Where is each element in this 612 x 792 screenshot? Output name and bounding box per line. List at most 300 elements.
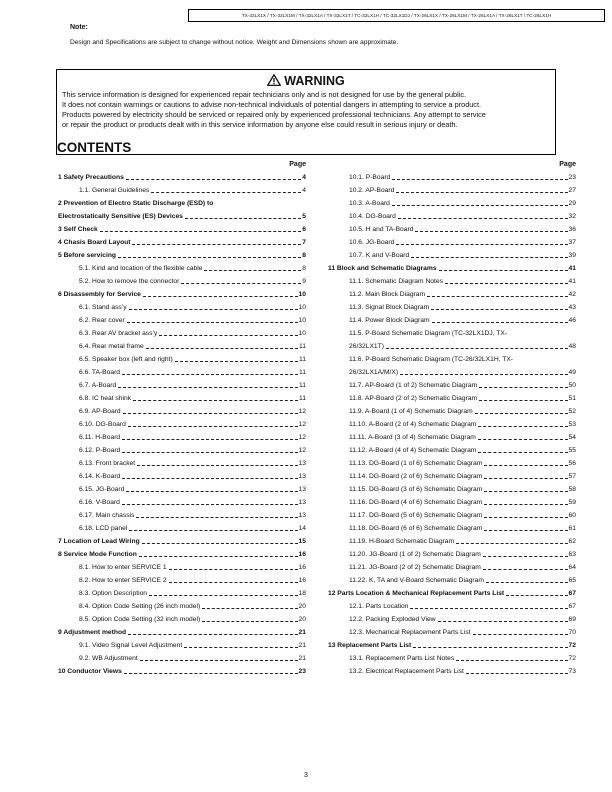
warning-title	[57, 73, 555, 89]
toc-entry-page: 11	[299, 395, 306, 402]
toc-entry-title: 6.4. Rear metal frame	[79, 343, 144, 350]
toc-entry-page: 13	[298, 512, 306, 519]
toc-leader	[392, 205, 568, 206]
toc-entry-title: 6.6. TA-Board	[79, 369, 121, 376]
toc-entry[interactable]	[328, 574, 576, 587]
toc-leader	[484, 530, 567, 531]
toc-entry-title: 11.8. AP-Board (2 of 2) Schematic Diagram	[349, 395, 478, 402]
toc-leader	[506, 595, 567, 596]
toc-entry-title: 11.20. JG-Board (1 of 2) Schematic Diagram	[349, 551, 481, 558]
toc-entry-page: 10	[298, 304, 306, 311]
toc-entry-title: 10.4. DG-Board	[349, 213, 396, 220]
toc-entry-title: 6.3. Rear AV bracket ass’y	[79, 330, 158, 337]
toc-entry-title: 3 Self Check	[58, 226, 98, 233]
toc-entry[interactable]	[58, 652, 306, 665]
toc-entry[interactable]	[58, 366, 306, 379]
page-column-header: Page	[559, 161, 576, 168]
toc-entry-title: 11.1. Schematic Diagram Notes	[349, 278, 443, 285]
note-label: Note:	[70, 24, 88, 31]
toc-entry-page: 69	[568, 616, 576, 623]
toc-entry-page: 29	[568, 200, 576, 207]
toc-entry[interactable]	[58, 574, 306, 587]
toc-leader	[143, 296, 298, 297]
toc-entry-page: 73	[568, 668, 576, 675]
toc-entry-page: 23	[568, 174, 576, 181]
toc-leader	[413, 647, 567, 648]
toc-entry[interactable]	[58, 561, 306, 574]
toc-leader	[396, 244, 567, 245]
toc-leader	[478, 426, 567, 427]
toc-leader	[129, 530, 297, 531]
toc-leader	[466, 673, 568, 674]
toc-entry-title: 6.17. Main chassis	[79, 512, 135, 519]
toc-entry-page: 13	[298, 460, 306, 467]
toc-entry-page: 64	[568, 564, 576, 571]
toc-entry-page: 18	[298, 590, 306, 597]
toc-entry[interactable]	[58, 483, 306, 496]
toc-leader	[118, 387, 298, 388]
toc-entry-page: 7	[302, 239, 306, 246]
toc-leader	[478, 452, 567, 453]
toc-entry[interactable]	[58, 587, 306, 600]
toc-entry-title: 11.17. DG-Board (5 of 6) Schematic Diagram	[349, 512, 483, 519]
toc-entry[interactable]	[328, 587, 576, 600]
toc-entry-page: 49	[568, 369, 576, 376]
toc-entry-page: 10	[298, 317, 306, 324]
toc-entry[interactable]	[328, 639, 576, 652]
toc-leader	[483, 556, 568, 557]
toc-entry-page: 13	[298, 499, 306, 506]
warning-line: Products powered by electricity should be serviced or repaired only by experienced professional technicians. Any attempt to service	[62, 110, 486, 119]
toc-leader	[118, 257, 301, 258]
toc-entry-page: 72	[568, 655, 576, 662]
toc-entry-page: 36	[568, 226, 576, 233]
toc-entry[interactable]	[328, 509, 576, 522]
toc-entry[interactable]	[58, 470, 306, 483]
toc-entry-page: 72	[568, 642, 576, 649]
toc-entry-title: 26/32LX1A/M/X)	[349, 369, 399, 376]
toc-entry[interactable]	[58, 405, 306, 418]
toc-entry-page: 58	[568, 486, 576, 493]
toc-entry-title: 6.2. Rear cover	[79, 317, 125, 324]
toc-leader	[479, 387, 567, 388]
toc-entry-title: 8.4. Option Code Setting (26 inch model)	[79, 603, 201, 610]
toc-entry[interactable]	[328, 522, 576, 535]
toc-leader	[400, 374, 567, 375]
toc-leader	[128, 634, 297, 635]
note-text: Design and Specifications are subject to change without notice. Weight and Dimensions shown are approximate.	[70, 39, 399, 46]
toc-entry[interactable]	[328, 496, 576, 509]
toc-leader	[126, 179, 301, 180]
toc-leader	[427, 296, 567, 297]
toc-entry-title: 8 Service Mode Function	[58, 551, 137, 558]
toc-entry[interactable]	[58, 431, 306, 444]
toc-entry[interactable]	[58, 548, 306, 561]
toc-entry[interactable]	[58, 184, 306, 197]
toc-leader	[122, 478, 297, 479]
toc-entry-page: 20	[298, 603, 306, 610]
toc-entry[interactable]	[58, 275, 306, 288]
toc-leader	[122, 504, 298, 505]
toc-leader	[142, 543, 298, 544]
toc-entry[interactable]	[328, 444, 576, 457]
toc-entry[interactable]	[328, 483, 576, 496]
toc-leader	[151, 192, 301, 193]
toc-leader	[159, 335, 297, 336]
toc-entry[interactable]	[328, 548, 576, 561]
toc-leader	[478, 439, 568, 440]
toc-entry[interactable]	[328, 223, 576, 236]
toc-entry[interactable]	[328, 262, 576, 275]
toc-entry[interactable]	[58, 171, 306, 184]
toc-entry-page: 41	[568, 278, 576, 285]
toc-entry-page: 12	[298, 447, 306, 454]
toc-entry[interactable]	[328, 197, 576, 210]
toc-entry[interactable]	[328, 301, 576, 314]
toc-entry[interactable]	[58, 340, 306, 353]
model-list-header: TX-32LX1X / TX-32LX1M / TX-32LX1A / TX-32LX1T / TC-32LX1H / TC-32LX1DJ / TX-26LX1X / TX-26LX1M / TX-26LX1A / TX-26LX1T / TC-26LX1H	[188, 9, 605, 22]
toc-entry-title: 2 Prevention of Electro Static Discharge (ESD) to	[58, 200, 214, 207]
toc-entry[interactable]	[58, 457, 306, 470]
toc-entry-title: 11.7. AP-Board (1 of 2) Schematic Diagram	[349, 382, 478, 389]
toc-entry[interactable]	[328, 171, 576, 184]
toc-entry-page: 10	[298, 330, 306, 337]
toc-entry[interactable]	[58, 392, 306, 405]
toc-entry-title: 11.19. H-Board Schematic Diagram	[349, 538, 455, 545]
toc-entry-page: 65	[568, 577, 576, 584]
toc-entry-title: 26/32LX1T)	[349, 343, 384, 350]
toc-entry[interactable]	[328, 418, 576, 431]
toc-entry[interactable]	[58, 197, 306, 210]
toc-entry-title: 11.10. A-Board (2 of 4) Schematic Diagram	[349, 421, 477, 428]
toc-leader	[396, 192, 567, 193]
toc-entry-page: 16	[298, 577, 306, 584]
toc-entry-page: 6	[302, 226, 306, 233]
toc-entry-title: 10.5. H and TA-Board	[349, 226, 414, 233]
toc-entry[interactable]	[58, 613, 306, 626]
toc-entry-page: 21	[298, 642, 306, 649]
toc-entry-page: 48	[568, 343, 576, 350]
toc-entry-title: 6.15. JG-Board	[79, 486, 125, 493]
toc-entry-page: 11	[299, 343, 306, 350]
toc-leader	[473, 634, 568, 635]
toc-entry-page: 70	[568, 629, 576, 636]
toc-entry[interactable]	[328, 288, 576, 301]
toc-leader	[484, 504, 567, 505]
toc-leader	[432, 322, 568, 323]
toc-entry-page: 10	[298, 291, 306, 298]
toc-entry-title: 11.4. Power Block Diagram	[349, 317, 430, 324]
toc-leader	[129, 309, 298, 310]
toc-leader	[132, 244, 301, 245]
toc-list-right	[328, 171, 576, 678]
toc-entry-title: 11.2. Main Block Diagram	[349, 291, 426, 298]
toc-entry-page: 23	[298, 668, 306, 675]
toc-entry-page: 55	[568, 447, 576, 454]
toc-entry-title: 11.16. DG-Board (4 of 6) Schematic Diagram	[349, 499, 483, 506]
toc-entry[interactable]	[58, 535, 306, 548]
toc-entry-page: 11	[299, 356, 306, 363]
toc-entry-page: 54	[568, 434, 576, 441]
toc-entry-title: 11.21. JG-Board (2 of 2) Schematic Diagram	[349, 564, 481, 571]
toc-entry[interactable]	[328, 600, 576, 613]
toc-leader	[392, 179, 567, 180]
toc-entry-page: 12	[298, 434, 306, 441]
toc-entry[interactable]	[58, 301, 306, 314]
toc-entry-page: 13	[298, 473, 306, 480]
toc-leader	[127, 322, 298, 323]
toc-entry[interactable]	[58, 262, 306, 275]
toc-entry-title: 12.2. Packing Exploded View	[349, 616, 436, 623]
toc-entry[interactable]	[328, 665, 576, 678]
page-number: 3	[304, 772, 308, 779]
toc-entry[interactable]	[58, 210, 306, 223]
toc-entry[interactable]	[328, 249, 576, 262]
toc-column-left	[58, 158, 306, 678]
toc-entry-page: 62	[568, 538, 576, 545]
toc-entry-page: 4	[302, 174, 306, 181]
toc-entry[interactable]	[328, 327, 576, 340]
toc-leader	[181, 283, 301, 284]
toc-entry[interactable]	[58, 626, 306, 639]
toc-entry-page: 13	[298, 486, 306, 493]
toc-entry[interactable]	[328, 353, 576, 366]
toc-entry-title: 6 Disassembly for Service	[58, 291, 141, 298]
toc-entry-page: 11	[299, 382, 306, 389]
warning-line: This service information is designed for experienced repair technicians only and is not designed for use by the general public.	[62, 90, 466, 99]
toc-entry-title: 11.9. A-Board (1 of 4) Schematic Diagram	[349, 408, 473, 415]
toc-leader	[438, 621, 568, 622]
toc-entry[interactable]	[58, 444, 306, 457]
toc-entry-title: 11 Block and Schematic Diagrams	[328, 265, 437, 272]
toc-leader	[185, 218, 301, 219]
toc-leader	[456, 543, 567, 544]
toc-entry-title: 9.1. Video Signal Level Adjustment	[79, 642, 183, 649]
toc-leader	[386, 348, 568, 349]
toc-entry-title: 11.22. K, TA and V-Board Schematic Diagram	[349, 577, 484, 584]
toc-entry[interactable]	[328, 535, 576, 548]
toc-entry[interactable]	[58, 249, 306, 262]
toc-entry-title: 12.3. Mechanical Replacement Parts List	[349, 629, 471, 636]
toc-entry-title: 6.13. Front bracket	[79, 460, 136, 467]
toc-entry-title: 12.1. Parts Location	[349, 603, 409, 610]
toc-entry[interactable]	[328, 392, 576, 405]
toc-entry[interactable]	[328, 561, 576, 574]
toc-entry-page: 21	[298, 629, 306, 636]
toc-entry[interactable]	[328, 379, 576, 392]
toc-leader	[122, 374, 298, 375]
toc-entry-title: 1 Safety Precautions	[58, 174, 124, 181]
toc-entry-page: 16	[298, 551, 306, 558]
toc-entry[interactable]	[328, 340, 576, 353]
toc-entry-title: 11.18. DG-Board (6 of 6) Schematic Diagram	[349, 525, 483, 532]
toc-entry-title: 10.3. A-Board	[349, 200, 390, 207]
toc-entry-page: 59	[568, 499, 576, 506]
toc-leader	[439, 270, 568, 271]
toc-leader	[123, 413, 298, 414]
toc-entry-title: 11.15. DG-Board (3 of 6) Schematic Diagram	[349, 486, 483, 493]
toc-entry-page: 39	[568, 252, 576, 259]
toc-entry-page: 20	[298, 616, 306, 623]
toc-entry-title: 11.12. A-Board (4 of 4) Schematic Diagram	[349, 447, 477, 454]
toc-entry-title: 5.1. Kind and location of the flexible cable	[79, 265, 203, 272]
toc-entry[interactable]	[58, 665, 306, 678]
toc-entry-page: 11	[299, 369, 306, 376]
toc-entry-title: 13.1. Replacement Parts List Notes	[349, 655, 455, 662]
toc-leader	[410, 608, 567, 609]
toc-entry-title: 13.2. Electrical Replacement Parts List	[349, 668, 464, 675]
toc-entry-page: 14	[298, 525, 306, 532]
toc-entry-title: 10.6. JG-Board	[349, 239, 395, 246]
toc-entry[interactable]	[58, 496, 306, 509]
toc-entry[interactable]	[58, 639, 306, 652]
toc-entry-title: 6.8. IC heat shink	[79, 395, 132, 402]
toc-leader	[483, 569, 568, 570]
toc-entry[interactable]	[58, 223, 306, 236]
toc-leader	[484, 478, 567, 479]
toc-entry-title: 6.5. Speaker box (left and right)	[79, 356, 173, 363]
toc-entry[interactable]	[58, 418, 306, 431]
toc-column-right	[328, 158, 576, 678]
toc-entry-title: 8.1. How to enter SERVICE 1	[79, 564, 167, 571]
toc-entry[interactable]	[328, 184, 576, 197]
toc-entry[interactable]	[328, 236, 576, 249]
toc-leader	[140, 660, 298, 661]
toc-entry-title: 6.7. A-Board	[79, 382, 117, 389]
toc-entry[interactable]	[328, 275, 576, 288]
toc-leader	[202, 608, 297, 609]
toc-entry[interactable]	[58, 327, 306, 340]
toc-entry[interactable]	[328, 652, 576, 665]
toc-entry-title: 12 Parts Location & Mechanical Replacement Parts List	[328, 590, 505, 597]
warning-body	[62, 90, 555, 130]
toc-leader	[136, 517, 297, 518]
warning-title-text: WARNING	[284, 74, 345, 88]
toc-entry-page: 27	[568, 187, 576, 194]
toc-entry[interactable]	[58, 379, 306, 392]
toc-entry[interactable]	[328, 314, 576, 327]
toc-entry[interactable]	[328, 366, 576, 379]
toc-entry[interactable]	[328, 470, 576, 483]
toc-entry-title: 11.6. P-Board Schematic Diagram (TC-26/32LX1H, TX-	[349, 356, 514, 363]
toc-leader	[122, 439, 297, 440]
toc-leader	[184, 647, 297, 648]
toc-entry-page: 8	[302, 265, 306, 272]
toc-entry-title: 10.1. P-Board	[349, 174, 391, 181]
toc-leader	[486, 582, 568, 583]
toc-entry-title: 8.5. Option Code Setting (32 inch model)	[79, 616, 201, 623]
toc-entry-title: 9 Adjustment method	[58, 629, 127, 636]
toc-entry-page: 43	[568, 304, 576, 311]
toc-entry-page: 53	[568, 421, 576, 428]
toc-entry-title: 6.11. H-Board	[79, 434, 121, 441]
warning-triangle-icon	[267, 74, 281, 86]
toc-entry-title: 7 Location of Lead Wiring	[58, 538, 140, 545]
toc-leader	[128, 426, 298, 427]
toc-entry-page: 52	[568, 408, 576, 415]
toc-entry[interactable]	[58, 236, 306, 249]
contents-title: CONTENTS	[57, 140, 132, 155]
toc-entry[interactable]	[328, 405, 576, 418]
toc-entry-page: 50	[568, 382, 576, 389]
toc-entry-title: 11.14. DG-Board (2 of 6) Schematic Diagram	[349, 473, 483, 480]
toc-entry[interactable]	[328, 431, 576, 444]
toc-entry-page: 9	[302, 278, 306, 285]
toc-entry-page: 56	[568, 460, 576, 467]
toc-entry-page: 46	[568, 317, 576, 324]
toc-entry[interactable]	[58, 288, 306, 301]
toc-leader	[398, 218, 568, 219]
toc-entry-page: 16	[298, 564, 306, 571]
toc-entry-page: 15	[298, 538, 306, 545]
toc-entry-page: 67	[568, 590, 576, 597]
toc-entry-title: 10 Conductor Views	[58, 668, 122, 675]
toc-entry-page: 63	[568, 551, 576, 558]
toc-entry-title: 1.1. General Guidelines	[79, 187, 150, 194]
warning-line: or repair the product or products dealt with in this service information by anyone else could result in serious injury or death.	[62, 120, 458, 129]
toc-entry-title: 5.2. How to remove the connector	[79, 278, 180, 285]
toc-entry-page: 67	[568, 603, 576, 610]
toc-list-left	[58, 171, 306, 678]
toc-entry-title: 11.11. A-Board (3 of 4) Schematic Diagram	[349, 434, 476, 441]
toc-leader	[431, 309, 567, 310]
toc-leader	[456, 660, 567, 661]
toc-entry[interactable]	[328, 457, 576, 470]
toc-entry-title: 5 Before servicing	[58, 252, 116, 259]
toc-entry-page: 37	[568, 239, 576, 246]
toc-leader	[415, 231, 567, 232]
toc-entry-title: 4 Chasis Board Layout	[58, 239, 131, 246]
toc-entry[interactable]	[58, 314, 306, 327]
toc-leader	[175, 361, 298, 362]
toc-leader	[137, 465, 297, 466]
toc-entry-title: 11.13. DG-Board (1 of 6) Schematic Diagram	[349, 460, 483, 467]
toc-entry-title: 11.3. Signal Block Diagram	[349, 304, 430, 311]
toc-entry-page: 8	[302, 252, 306, 259]
toc-entry-title: 10.2. AP-Board	[349, 187, 395, 194]
toc-entry-title: 6.10. DG-Board	[79, 421, 126, 428]
toc-entry-page: 21	[298, 655, 306, 662]
toc-leader	[100, 231, 301, 232]
toc-entry[interactable]	[58, 522, 306, 535]
toc-leader	[445, 283, 568, 284]
toc-entry[interactable]	[328, 626, 576, 639]
toc-entry-page: 12	[298, 421, 306, 428]
page-column-header: Page	[289, 161, 306, 168]
toc-entry-title: 10.7. K and V-Board	[349, 252, 410, 259]
toc-entry-page: 12	[298, 408, 306, 415]
toc-entry-title: Electrostatically Sensitive (ES) Devices	[58, 213, 183, 220]
toc-leader	[126, 491, 297, 492]
toc-entry-title: 6.16. V-Board	[79, 499, 120, 506]
toc-entry[interactable]	[58, 353, 306, 366]
toc-leader	[149, 595, 298, 596]
toc-leader	[475, 413, 568, 414]
toc-entry[interactable]	[328, 210, 576, 223]
toc-entry[interactable]	[58, 600, 306, 613]
toc-entry-page: 51	[568, 395, 576, 402]
toc-entry-title: 8.2. How to enter SERVICE 2	[79, 577, 167, 584]
toc-entry-page: 57	[568, 473, 576, 480]
toc-entry[interactable]	[328, 613, 576, 626]
toc-leader	[169, 582, 298, 583]
toc-entry-page: 32	[568, 213, 576, 220]
toc-entry-title: 6.12. P-Board	[79, 447, 121, 454]
toc-entry[interactable]	[58, 509, 306, 522]
toc-leader	[139, 556, 298, 557]
toc-leader	[133, 400, 298, 401]
toc-entry-page: 41	[568, 265, 576, 272]
